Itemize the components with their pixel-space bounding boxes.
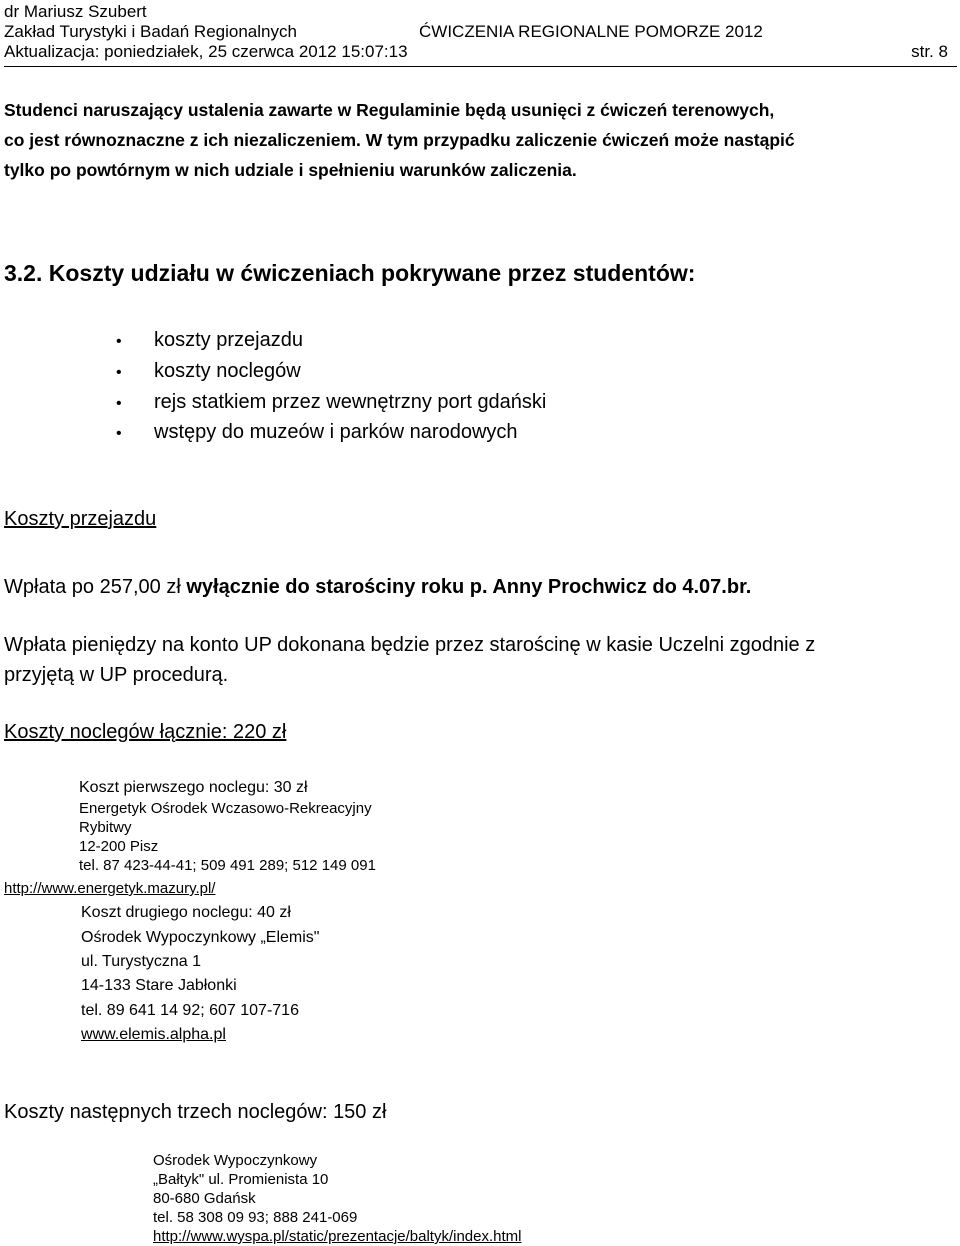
- header-course: ĆWICZENIA REGIONALNE POMORZE 2012: [419, 22, 763, 41]
- next-nights-address: „Bałtyk" ul. Promienista 10: [153, 1171, 329, 1188]
- first-night-website-link[interactable]: http://www.energetyk.mazury.pl/: [4, 880, 216, 897]
- bullet-icon: •: [116, 333, 122, 350]
- bullet-icon: •: [116, 425, 122, 442]
- travel-note-line-2: przyjętą w UP procedurą.: [4, 664, 229, 686]
- list-item-label: rejs statkiem przez wewnętrzny port gdański: [154, 391, 547, 413]
- header-page-number: str. 8: [911, 42, 948, 61]
- first-night-phone: tel. 87 423-44-41; 509 491 289; 512 149 091: [79, 857, 376, 874]
- first-night-name: Energetyk Ośrodek Wczasowo-Rekreacyjny: [79, 800, 372, 817]
- next-nights-name: Ośrodek Wypoczynkowy: [153, 1152, 318, 1169]
- bullet-icon: •: [116, 395, 122, 412]
- next-nights-website-link[interactable]: http://www.wyspa.pl/static/prezentacje/baltyk/index.html: [153, 1228, 522, 1245]
- bullet-icon: •: [116, 364, 122, 381]
- travel-note-line-1: Wpłata pieniędzy na konto UP dokonana będzie przez starościnę w kasie Uczelni zgodnie z: [4, 634, 816, 656]
- second-night-phone: tel. 89 641 14 92; 607 107-716: [81, 1002, 299, 1019]
- first-night-postal: 12-200 Pisz: [79, 838, 159, 855]
- intro-line-2: co jest równoznaczne z ich niezaliczeniem. W tym przypadku zaliczenie ćwiczeń może nastąpić: [4, 130, 795, 150]
- travel-payment-deadline: wyłącznie do starościny roku p. Anny Prochwicz do 4.07.br.: [186, 576, 752, 598]
- second-night-street: ul. Turystyczna 1: [81, 953, 202, 970]
- next-nights-phone: tel. 58 308 09 93; 888 241-069: [153, 1209, 358, 1226]
- second-night-postal: 14-133 Stare Jabłonki: [81, 977, 237, 994]
- intro-line-1: Studenci naruszający ustalenia zawarte w Regulaminie będą usunięci z ćwiczeń terenowych,: [4, 100, 775, 120]
- second-night-website-link[interactable]: www.elemis.alpha.pl: [81, 1026, 226, 1043]
- travel-heading: Koszty przejazdu: [4, 508, 157, 530]
- list-item-label: wstępy do muzeów i parków narodowych: [154, 421, 518, 443]
- header-divider: [4, 66, 957, 67]
- list-item-label: koszty noclegów: [154, 360, 301, 382]
- first-night-place: Rybitwy: [79, 819, 132, 836]
- intro-line-3: tylko po powtórnym w nich udziale i spełnieniu warunków zaliczenia.: [4, 160, 577, 180]
- second-night-name: Ośrodek Wypoczynkowy „Elemis": [81, 929, 320, 946]
- travel-payment: [4, 576, 751, 599]
- next-nights-postal: 80-680 Gdańsk: [153, 1190, 256, 1207]
- second-night-title: Koszt drugiego noclegu: 40 zł: [81, 904, 291, 921]
- header-updated: Aktualizacja: poniedziałek, 25 czerwca 2012 15:07:13: [4, 42, 408, 61]
- list-item-label: koszty przejazdu: [154, 329, 303, 351]
- first-night-title: Koszt pierwszego noclegu: 30 zł: [79, 779, 308, 796]
- header-department: Zakład Turystyki i Badań Regionalnych: [4, 22, 297, 41]
- header-author: dr Mariusz Szubert: [4, 2, 147, 21]
- next-nights-heading: Koszty następnych trzech noclegów: 150 zł: [4, 1101, 387, 1123]
- section-heading: 3.2. Koszty udziału w ćwiczeniach pokrywane przez studentów:: [4, 260, 696, 286]
- travel-payment-amount: Wpłata po 257,00 zł: [4, 576, 187, 598]
- lodging-heading: Koszty noclegów łącznie: 220 zł: [4, 721, 287, 743]
